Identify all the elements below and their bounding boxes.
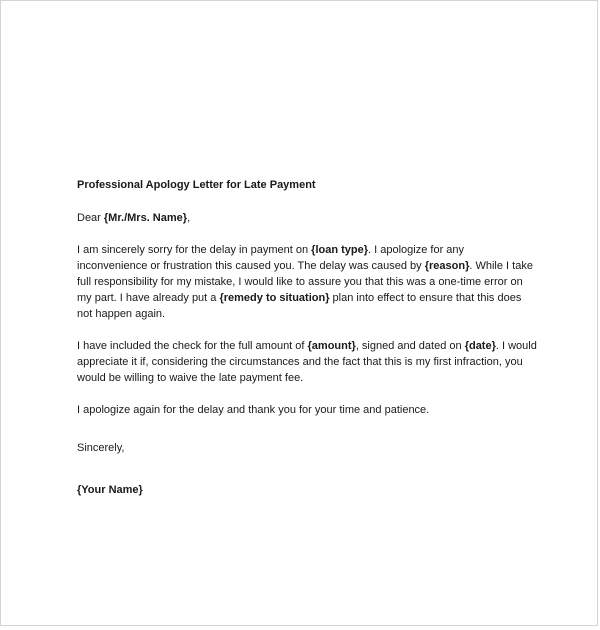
- salutation-prefix: Dear: [77, 212, 104, 224]
- amount-placeholder: {amount}: [307, 340, 356, 352]
- paragraph-2-text-2: , signed and dated on: [355, 340, 465, 352]
- signature-placeholder: {Your Name}: [77, 484, 143, 496]
- date-placeholder: {date}: [464, 340, 496, 352]
- paragraph-1: [77, 242, 537, 322]
- letter-body: [77, 177, 537, 498]
- paragraph-3: I apologize again for the delay and thank you for your time and patience.: [77, 404, 430, 416]
- closing: Sincerely,: [77, 442, 125, 454]
- paragraph-1-text-2: . I apologize for any inconvenience or frustration this caused you. The delay was caused by: [77, 244, 465, 272]
- letter-title: Professional Apology Letter for Late Payment: [77, 179, 316, 191]
- paragraph-2-text-1: I have included the check for the full amount of: [77, 340, 308, 352]
- recipient-placeholder: {Mr./Mrs. Name}: [103, 212, 188, 224]
- paragraph-2-text-3: . I would appreciate it if, considering the circumstances and the fact that this is my first infraction, you would be willing to waive the late payment fee.: [77, 340, 537, 384]
- salutation-suffix: ,: [187, 212, 191, 224]
- paragraph-1-text-4: plan into effect to ensure that this does not happen again.: [77, 292, 522, 320]
- paragraph-2: [77, 338, 537, 386]
- paragraph-1-text-3: . While I take full responsibility for my mistake, I would like to assure you that this was a one-time error on my part. I have already put a: [77, 260, 533, 304]
- remedy-placeholder: {remedy to situation}: [219, 292, 330, 304]
- paragraph-1-text-1: I am sincerely sorry for the delay in payment on: [77, 244, 312, 256]
- loan-type-placeholder: {loan type}: [311, 244, 369, 256]
- salutation: [77, 210, 537, 226]
- reason-placeholder: {reason}: [424, 260, 470, 272]
